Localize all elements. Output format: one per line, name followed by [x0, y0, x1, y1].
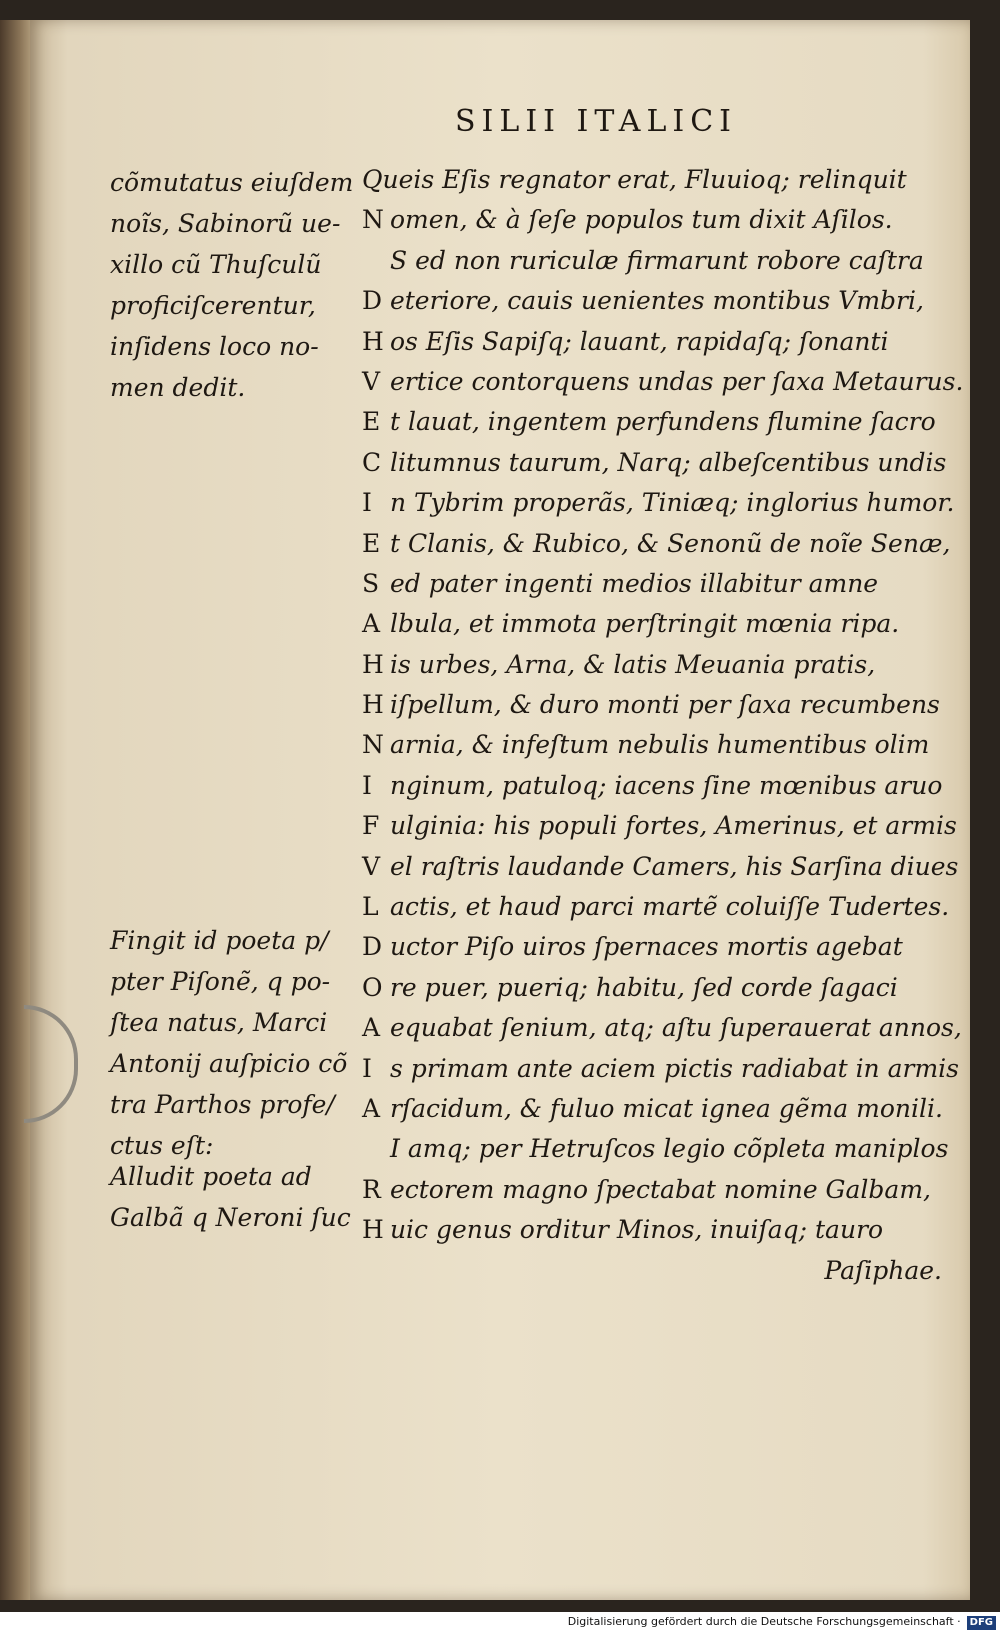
verse-initial: A — [362, 1093, 381, 1123]
verse-text: ertice contorquens undas per ſaxa Metaurus. — [389, 366, 964, 396]
verse-text: I amq; per Hetruſcos legio cõpleta maniplos — [390, 1134, 949, 1164]
verse-initial: C — [362, 447, 382, 477]
verse-initial: N — [362, 730, 384, 760]
verse-initial: H — [362, 690, 384, 720]
verse-text: Queis Eſis regnator erat, Fluuioq; relinquit — [362, 165, 907, 194]
verse-text: actis, et haud parci martẽ coluiſſe Tudertes. — [389, 892, 950, 922]
verse-initial: D — [362, 286, 383, 316]
margin-note — [110, 162, 354, 408]
verse-text: re puer, pueriq; habitu, ſed corde ſagaci — [389, 972, 898, 1002]
verse-text: lbula, et immota perſtringit mœnia ripa. — [389, 609, 900, 639]
verse-text: os Eſis Sapiſq; lauant, rapidaſq; ſonanti — [389, 326, 889, 356]
verse-initial: S — [362, 568, 380, 598]
margin-note-line: cõmutatus eiuſdem — [110, 168, 354, 197]
verse-line — [362, 241, 962, 281]
book-gutter — [0, 20, 34, 1600]
verse-line — [362, 1008, 962, 1048]
margin-note-line: ctus eſt: — [110, 1131, 214, 1160]
verse-line — [362, 200, 962, 240]
verse-initial: I — [362, 488, 372, 518]
margin-note-line: Fingit id poeta p/ — [110, 926, 329, 955]
verse-initial: D — [362, 932, 383, 962]
verse-line — [362, 1129, 962, 1169]
margin-note-line: tra Parthos profe/ — [110, 1090, 335, 1119]
verse-text: el raſtris laudande Camers, his Sarſina diues — [389, 851, 959, 881]
margin-note-line: proficiſcerentur, — [110, 291, 316, 320]
verse-initial: I — [362, 1053, 372, 1083]
margin-note — [110, 1156, 350, 1238]
verse-text: S ed non ruriculæ firmarunt robore caſtra — [390, 245, 924, 275]
verse-line — [362, 1251, 962, 1291]
verse-text: ed pater ingenti medios illabitur amne — [389, 568, 879, 598]
verse-initial: H — [362, 649, 384, 679]
verse-line — [362, 322, 962, 362]
margin-note-line: pter Piſonẽ, q po- — [110, 967, 331, 996]
verse-initial: H — [362, 326, 384, 356]
running-title: SILII ITALICI — [455, 104, 738, 139]
verse-line — [362, 847, 962, 887]
dfg-logo: DFG — [967, 1616, 996, 1630]
verse-line — [362, 766, 962, 806]
verse-line — [362, 887, 962, 927]
verse-text: rſacidum, & fuluo micat ignea gẽma monili. — [389, 1093, 943, 1123]
verse-line — [362, 927, 962, 967]
verse-line — [362, 402, 962, 442]
verse-initial: E — [362, 407, 381, 437]
margin-note-line: Antonij auſpicio cõ — [110, 1049, 348, 1078]
margin-note-line: Galbã q Neroni ſuc — [110, 1203, 351, 1232]
margin-note-line: xillo cũ Thuſculũ — [110, 250, 322, 279]
verse-line — [362, 645, 962, 685]
margin-note — [110, 920, 350, 1166]
verse-text: s primam ante aciem pictis radiabat in armis — [389, 1053, 959, 1083]
verse-initial: L — [362, 892, 379, 922]
verse-initial: V — [362, 851, 381, 881]
verse-text: uctor Piſo uiros ſpernaces mortis agebat — [389, 932, 903, 962]
verse-initial: F — [362, 811, 380, 841]
verse-line — [362, 1049, 962, 1089]
verse-line — [362, 160, 962, 200]
verse-initial: O — [362, 972, 383, 1002]
verse-block — [362, 160, 962, 1291]
verse-line — [362, 483, 962, 523]
verse-text: n Tybrim properãs, Tiniæq; inglorius humor. — [389, 488, 955, 518]
verse-initial: A — [362, 1013, 381, 1043]
margin-note-line: men dedit. — [110, 373, 246, 402]
verse-line — [362, 806, 962, 846]
verse-text: t Clanis, & Rubico, & Senonũ de noĩe Senæ, — [389, 528, 951, 558]
verse-text: is urbes, Arna, & latis Meuania pratis, — [389, 649, 876, 679]
verse-initial: N — [362, 205, 384, 235]
clasp — [24, 1005, 78, 1123]
verse-text: ulginia: his populi fortes, Amerinus, et armis — [389, 811, 957, 841]
verse-initial: H — [362, 1215, 384, 1245]
verse-initial: R — [362, 1174, 381, 1204]
verse-line — [362, 725, 962, 765]
verse-initial: I — [362, 770, 372, 800]
verse-line — [362, 524, 962, 564]
verse-line — [362, 685, 962, 725]
margin-note-line: inſidens loco no- — [110, 332, 319, 361]
verse-text: iſpellum, & duro monti per ſaxa recumbens — [389, 690, 940, 720]
footer-text: Digitalisierung gefördert durch die Deutsche Forschungsgemeinschaft · — [567, 1615, 961, 1628]
verse-line — [362, 1170, 962, 1210]
verse-text: ectorem magno ſpectabat nomine Galbam, — [389, 1174, 931, 1204]
verse-text: arnia, & infeſtum nebulis humentibus olim — [389, 730, 930, 760]
verse-text: Paſiphae. — [824, 1255, 942, 1285]
verse-line — [362, 604, 962, 644]
verse-line — [362, 281, 962, 321]
verse-text: litumnus taurum, Narq; albeſcentibus undis — [389, 447, 947, 477]
verse-initial: V — [362, 366, 381, 396]
verse-line — [362, 1210, 962, 1250]
verse-text: uic genus orditur Minos, inuiſaq; tauro — [389, 1215, 884, 1245]
margin-note-line: noĩs, Sabinorũ ue- — [110, 209, 341, 238]
verse-line — [362, 362, 962, 402]
verse-line — [362, 564, 962, 604]
verse-initial: A — [362, 609, 381, 639]
verse-text: omen, & à ſeſe populos tum dixit Aſilos. — [389, 205, 893, 235]
verse-line — [362, 1089, 962, 1129]
verse-initial: E — [362, 528, 381, 558]
verse-text: equabat ſenium, atq; aſtu ſuperauerat annos, — [389, 1013, 962, 1043]
verse-line — [362, 968, 962, 1008]
verse-text: t lauat, ingentem perfundens flumine ſacro — [389, 407, 936, 437]
margin-note-line: Alludit poeta ad — [110, 1162, 312, 1191]
footer-bar — [0, 1612, 1000, 1632]
verse-text: eteriore, cauis uenientes montibus Vmbri, — [389, 286, 924, 316]
margin-note-line: ſtea natus, Marci — [110, 1008, 328, 1037]
verse-text: nginum, patuloq; iacens ſine mœnibus aruo — [389, 770, 943, 800]
verse-line — [362, 443, 962, 483]
